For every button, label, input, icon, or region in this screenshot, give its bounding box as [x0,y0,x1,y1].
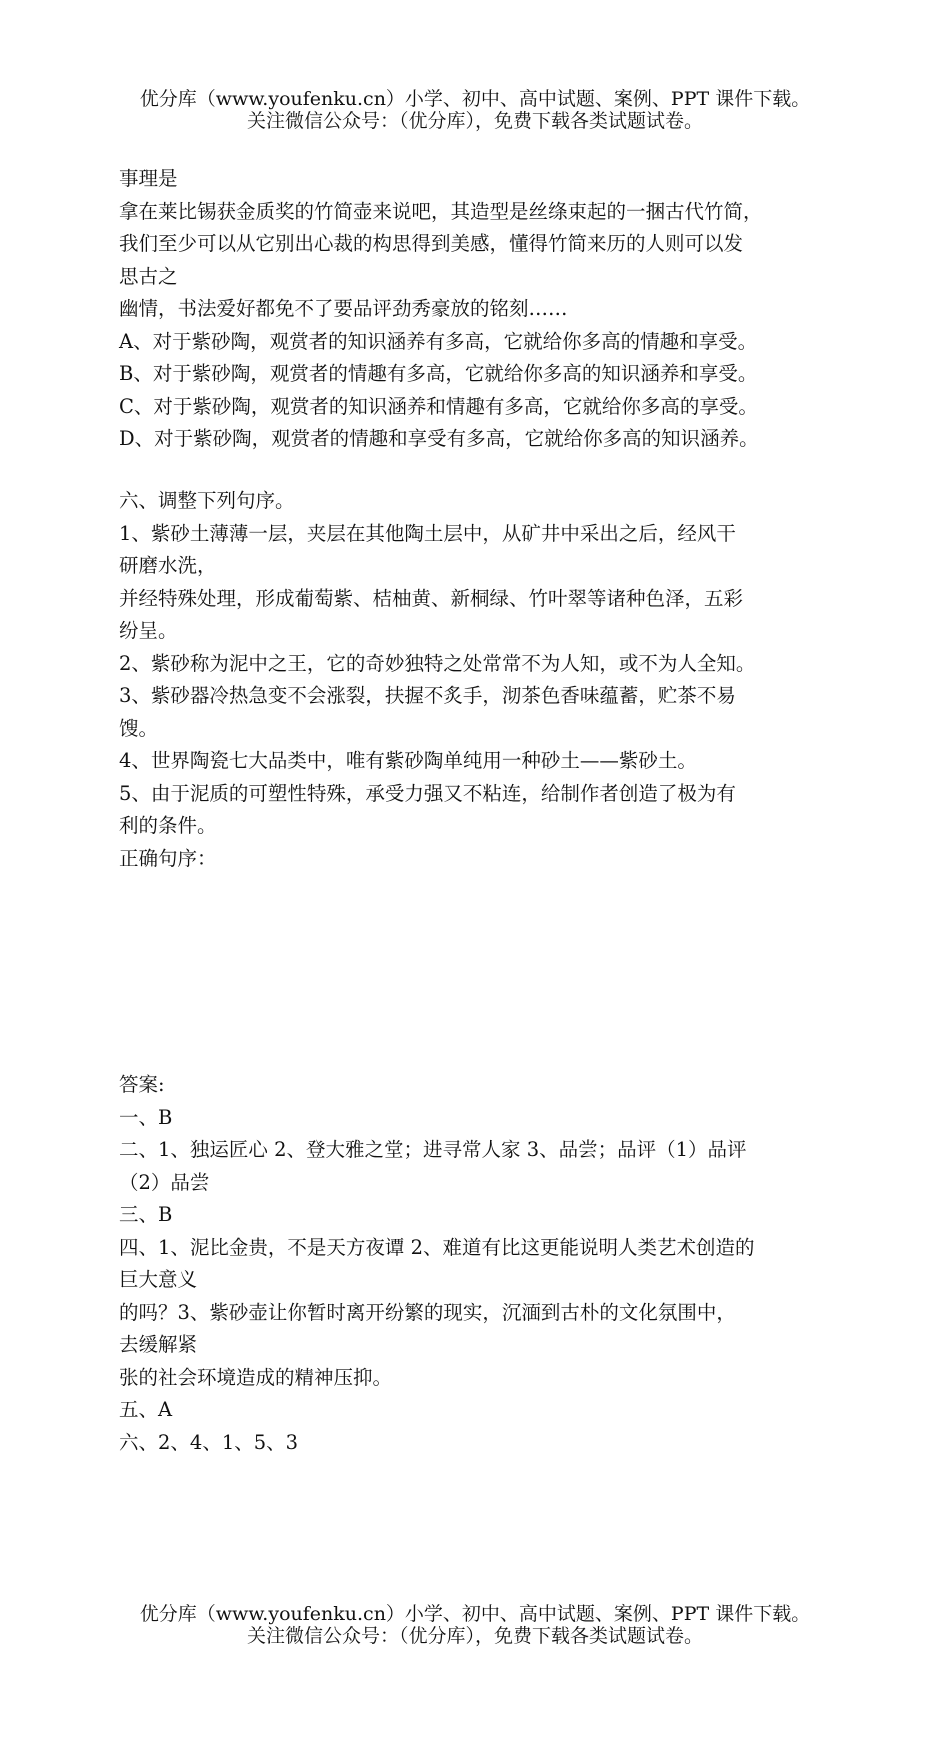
question-6-section [119,485,829,875]
footer-line-2: 关注微信公众号：（优分库），免费下载各类试题试卷。 [246,1625,703,1647]
answer-line: 二、1、独运匠心 2、登大雅之堂；进寻常人家 3、品尝；品评（1）品评 [119,1138,747,1161]
answers-title: 答案: [119,1073,165,1096]
header-line-1: 优分库（www.youfenku.cn）小学、初中、高中试题、案例、PPT 课件下载。 [139,88,811,110]
option-d: D、对于紫砂陶，观赏者的情趣和享受有多高，它就给你多高的知识涵养。 [119,427,759,450]
question-5-section [119,163,829,456]
header-line-2: 关注微信公众号：（优分库），免费下载各类试题试卷。 [246,110,703,132]
sentence-line: 利的条件。 [119,814,217,837]
sentence-line: 并经特殊处理，形成葡萄紫、桔柚黄、新桐绿、竹叶翠等诸种色泽，五彩 [119,586,744,610]
text-line: 事理是 [119,167,178,190]
section-title: 六、调整下列句序。 [119,489,295,512]
answers-section [119,1069,829,1459]
answer-line: 五、A [119,1398,173,1421]
sentence-line: 纷呈。 [119,619,178,642]
footer-line-1: 优分库（www.youfenku.cn）小学、初中、高中试题、案例、PPT 课件下载。 [139,1603,811,1625]
text-line: 思古之 [119,264,178,288]
sentence-line: 4、世界陶瓷七大品类中，唯有紫砂陶单纯用一种砂土——紫砂土。 [119,749,697,772]
text-line: 我们至少可以从它别出心裁的构思得到美感，懂得竹简来历的人则可以发 [119,232,744,255]
option-a: A、对于紫砂陶，观赏者的知识涵养有多高，它就给你多高的情趣和享受。 [119,329,758,353]
sentence-line: 研磨水洗， [119,554,217,577]
text-line: 拿在莱比锡获金质奖的竹简壶来说吧，其造型是丝绦束起的一捆古代竹简， [119,199,763,223]
page-footer [0,1603,950,1647]
answer-line: 张的社会环境造成的精神压抑。 [119,1365,393,1389]
answer-prompt: 正确句序： [119,846,217,870]
sentence-line: 5、由于泥质的可塑性特殊，承受力强又不粘连，给制作者创造了极为有 [119,781,736,805]
text-line: 幽情，书法爱好都免不了要品评劲秀豪放的铭刻…… [119,297,568,320]
answer-line: 的吗？3、紫砂壶让你暂时离开纷繁的现实，沉湎到古朴的文化氛围中， [119,1300,736,1324]
sentence-line: 3、紫砂器冷热急变不会涨裂，扶握不炙手，沏茶色香味蕴蓄，贮茶不易 [119,684,736,707]
sentence-line: 2、紫砂称为泥中之王，它的奇妙独特之处常常不为人知，或不为人全知。 [119,651,756,675]
page-header [0,88,950,132]
answer-line: 六、2、4、1、5、3 [119,1430,299,1454]
answer-line: 去缓解紧 [119,1333,198,1356]
sentence-line: 1、紫砂土薄薄一层，夹层在其他陶土层中，从矿井中采出之后，经风干 [119,521,736,545]
option-b: B、对于紫砂陶，观赏者的情趣有多高，它就给你多高的知识涵养和享受。 [119,362,758,385]
option-c: C、对于紫砂陶，观赏者的知识涵养和情趣有多高，它就给你多高的享受。 [119,394,758,418]
answer-line: 巨大意义 [119,1268,198,1291]
answer-line: 四、1、泥比金贵，不是天方夜谭 2、难道有比这更能说明人类艺术创造的 [119,1235,755,1259]
answer-line: 一、B [119,1105,173,1129]
answer-line: 三、B [119,1203,173,1226]
answer-line: （2）品尝 [119,1170,210,1194]
sentence-line: 馊。 [119,716,159,740]
